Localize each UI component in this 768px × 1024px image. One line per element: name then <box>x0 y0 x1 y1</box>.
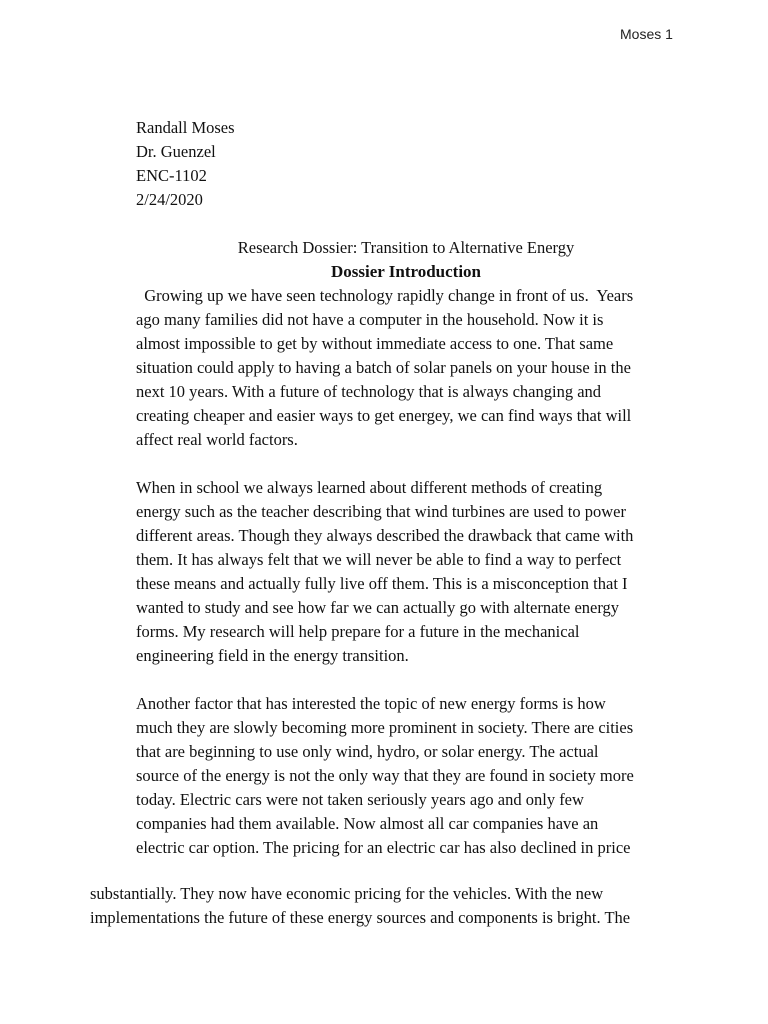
paragraph-line: When in school we always learned about different methods of creating <box>136 478 603 497</box>
author-name: Randall Moses <box>136 118 235 137</box>
paragraph-line: source of the energy is not the only way that they are found in society more <box>136 766 634 785</box>
paragraph-2 <box>136 476 696 668</box>
paragraph-line: companies had them available. Now almost all car companies have an <box>136 814 599 833</box>
course-code: ENC-1102 <box>136 166 207 185</box>
paragraph-line: today. Electric cars were not taken seriously years ago and only few <box>136 790 584 809</box>
paragraph-line: that are beginning to use only wind, hydro, or solar energy. The actual <box>136 742 599 761</box>
paragraph-line: these means and actually fully live off them. This is a misconception that I <box>136 574 628 593</box>
paragraph-3 <box>136 692 696 860</box>
paragraph-line: them. It has always felt that we will never be able to find a way to perfect <box>136 550 622 569</box>
paragraph-line: Another factor that has interested the topic of new energy forms is how <box>136 694 606 713</box>
paragraph-line: electric car option. The pricing for an electric car has also declined in price <box>136 838 631 857</box>
paragraph-line: substantially. They now have economic pricing for the vehicles. With the new <box>90 884 604 903</box>
paragraph-line: next 10 years. With a future of technology that is always changing and <box>136 382 602 401</box>
document-date: 2/24/2020 <box>136 190 203 209</box>
instructor-name: Dr. Guenzel <box>136 142 216 161</box>
paragraph-line: wanted to study and see how far we can actually go with alternate energy <box>136 598 620 617</box>
document-title: Research Dossier: Transition to Alternative Energy <box>237 238 575 257</box>
running-header: Moses 1 <box>620 26 673 42</box>
paragraph-line: forms. My research will help prepare for a future in the mechanical <box>136 622 580 641</box>
paragraph-1 <box>136 284 696 452</box>
paragraph-line: Growing up we have seen technology rapidly change in front of us. Years <box>136 286 634 305</box>
paragraph-line: situation could apply to having a batch of solar panels on your house in the <box>136 358 631 377</box>
paragraph-line: ago many families did not have a computer in the household. Now it is <box>136 310 604 329</box>
title-block <box>136 236 676 284</box>
paragraph-line: engineering field in the energy transition. <box>136 646 409 665</box>
section-title: Dossier Introduction <box>330 262 482 281</box>
paragraph-line: affect real world factors. <box>136 430 298 449</box>
paragraph-line: different areas. Though they always described the drawback that came with <box>136 526 634 545</box>
paragraph-line: implementations the future of these energy sources and components is bright. The <box>90 908 631 927</box>
paragraph-line: almost impossible to get by without immediate access to one. That same <box>136 334 614 353</box>
paragraph-line: much they are slowly becoming more prominent in society. There are cities <box>136 718 634 737</box>
author-header-block <box>136 116 696 212</box>
paragraph-line: energy such as the teacher describing that wind turbines are used to power <box>136 502 626 521</box>
paragraph-line: creating cheaper and easier ways to get energey, we can find ways that will <box>136 406 632 425</box>
continued-paragraph <box>90 882 690 930</box>
